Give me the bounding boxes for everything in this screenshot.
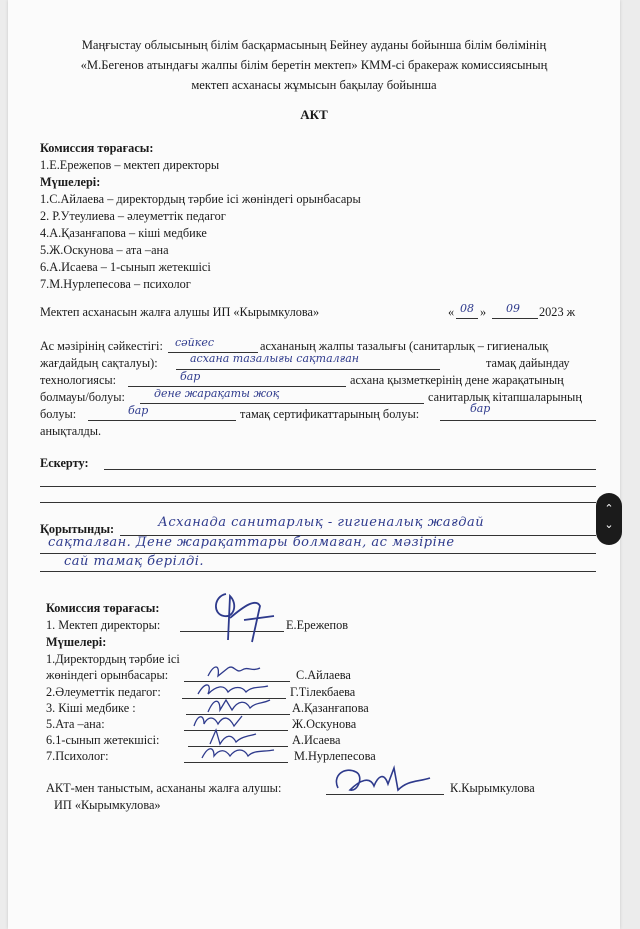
member-line: 7.М.Нурлепесова – психолог bbox=[40, 277, 191, 291]
sig-member-role: жөніндегі орынбасары: bbox=[46, 668, 169, 682]
date-year: 2023 ж bbox=[539, 305, 576, 319]
text-injury: асхана қызметкерінің дене жарақатының bbox=[350, 373, 564, 387]
handwritten-conclusion-3: сай тамақ берілді. bbox=[64, 554, 205, 569]
sig-member-role: 2.Әлеуметтік педагог: bbox=[46, 685, 161, 699]
sig-member-name: С.Айлаева bbox=[296, 668, 351, 682]
header-line-3: мектеп асханасы жұмысын бақылау бойынша bbox=[191, 78, 437, 92]
member-signature bbox=[198, 742, 278, 764]
conclusion-label: Қорытынды: bbox=[40, 522, 115, 536]
chair-heading: Комиссия төрағасы: bbox=[40, 141, 154, 155]
sig-member-role: 6.1-сынып жетекшісі: bbox=[46, 733, 160, 747]
sig-chair-role: 1. Мектеп директоры: bbox=[46, 618, 161, 632]
text-determined: анықталды. bbox=[40, 424, 102, 438]
sig-member-role: 7.Психолог: bbox=[46, 749, 109, 763]
sig-members-heading: Мүшелері: bbox=[46, 635, 107, 649]
member-line: 5.Ж.Оскунова – ата –ана bbox=[40, 243, 169, 257]
text-cooking: тамақ дайындау bbox=[486, 356, 570, 370]
sig-member-role: 3. Кіші медбике : bbox=[46, 701, 136, 715]
chevron-up-icon[interactable]: ⌃ bbox=[604, 502, 614, 515]
members-heading: Мүшелері: bbox=[40, 175, 101, 189]
renter-signature bbox=[330, 762, 440, 798]
member-line: 2. Р.Утеулиева – әлеуметтік педагог bbox=[40, 209, 226, 223]
chair-line: 1.Е.Ережепов – мектеп директоры bbox=[40, 158, 220, 172]
renter-label: Мектеп асханасын жалға алушы ИП «Кырымкулова» bbox=[40, 305, 320, 319]
handwritten-conclusion-2: сақталған. Дене жарақаттары болмаған, ас мәзіріне bbox=[48, 535, 455, 550]
text-technology: технологиясы: bbox=[40, 373, 117, 387]
handwritten-compliance: сәйкес bbox=[175, 336, 214, 349]
member-line: 6.А.Исаева – 1-сынып жетекшісі bbox=[40, 260, 211, 274]
handwritten-conclusion-1: Асханада санитарлық - гигиеналық жағдай bbox=[158, 515, 485, 530]
text-menu-compliance: Ас мәзірінің сәйкестігі: bbox=[40, 339, 163, 353]
ack-renter-org: ИП «Кырымкулова» bbox=[54, 798, 161, 812]
text-absence: болмауы/болуы: bbox=[40, 390, 125, 404]
sig-chair-heading: Комиссия төрағасы: bbox=[46, 601, 160, 615]
sig-member-role: 5.Ата –ана: bbox=[46, 717, 105, 731]
date-day: 08 bbox=[460, 302, 474, 315]
sig-member-name: Г.Тілекбаева bbox=[290, 685, 356, 699]
sig-member-name: Ж.Оскунова bbox=[292, 717, 357, 731]
ack-renter-name: К.Кырымкулова bbox=[450, 781, 535, 795]
sig-member-name: А.Исаева bbox=[292, 733, 341, 747]
handwritten-sanitary: асхана тазалығы сақталған bbox=[190, 352, 360, 365]
document-title: АКТ bbox=[300, 107, 328, 122]
header-line-2: «М.Бегенов атындағы жалпы білім беретін мектеп» КММ-сі бракераж комиссиясының bbox=[80, 58, 548, 72]
text-sanitary-books: санитарлық кітапшаларының bbox=[428, 390, 582, 404]
chevron-down-icon[interactable]: ⌄ bbox=[604, 518, 614, 531]
document-page bbox=[8, 0, 620, 929]
sig-member-role: 1.Директордың тәрбие ісі bbox=[46, 652, 180, 666]
date-close-quote: » bbox=[480, 305, 487, 319]
date-month: 09 bbox=[506, 302, 520, 315]
director-signature bbox=[204, 586, 280, 646]
text-sanitary: жағдайдың сақталуы): bbox=[40, 356, 158, 370]
sig-member-name: А.Қазанғапова bbox=[292, 701, 369, 715]
ack-text: АКТ-мен таныстым, асхананы жалға алушы: bbox=[46, 781, 282, 795]
page-scroll-control[interactable] bbox=[596, 493, 622, 545]
text-presence: болуы: bbox=[40, 407, 77, 421]
text-cleanliness: асхананың жалпы тазалығы (санитарлық – гигиеналық bbox=[260, 339, 549, 353]
handwritten-books: бар bbox=[128, 404, 149, 417]
member-line: 1.С.Айлаева – директордың тәрбие ісі жөніндегі орынбасары bbox=[40, 192, 361, 206]
note-label: Ескерту: bbox=[40, 456, 89, 470]
date-open-quote: « bbox=[448, 305, 455, 319]
sig-chair-name: Е.Ережепов bbox=[286, 618, 349, 632]
header-line-1: Маңғыстау облысының білім басқармасының Бейнеу ауданы бойынша білім бөлімінің bbox=[81, 38, 547, 52]
member-line: 4.А.Қазанғапова – кіші медбике bbox=[40, 226, 207, 240]
text-certificates: тамақ сертификаттарының болуы: bbox=[240, 407, 420, 421]
sig-member-name: М.Нурлепесова bbox=[294, 749, 376, 763]
handwritten-technology: бар bbox=[180, 370, 201, 383]
handwritten-injury: дене жарақаты жоқ bbox=[154, 387, 280, 400]
handwritten-certificates: бар bbox=[470, 402, 491, 415]
